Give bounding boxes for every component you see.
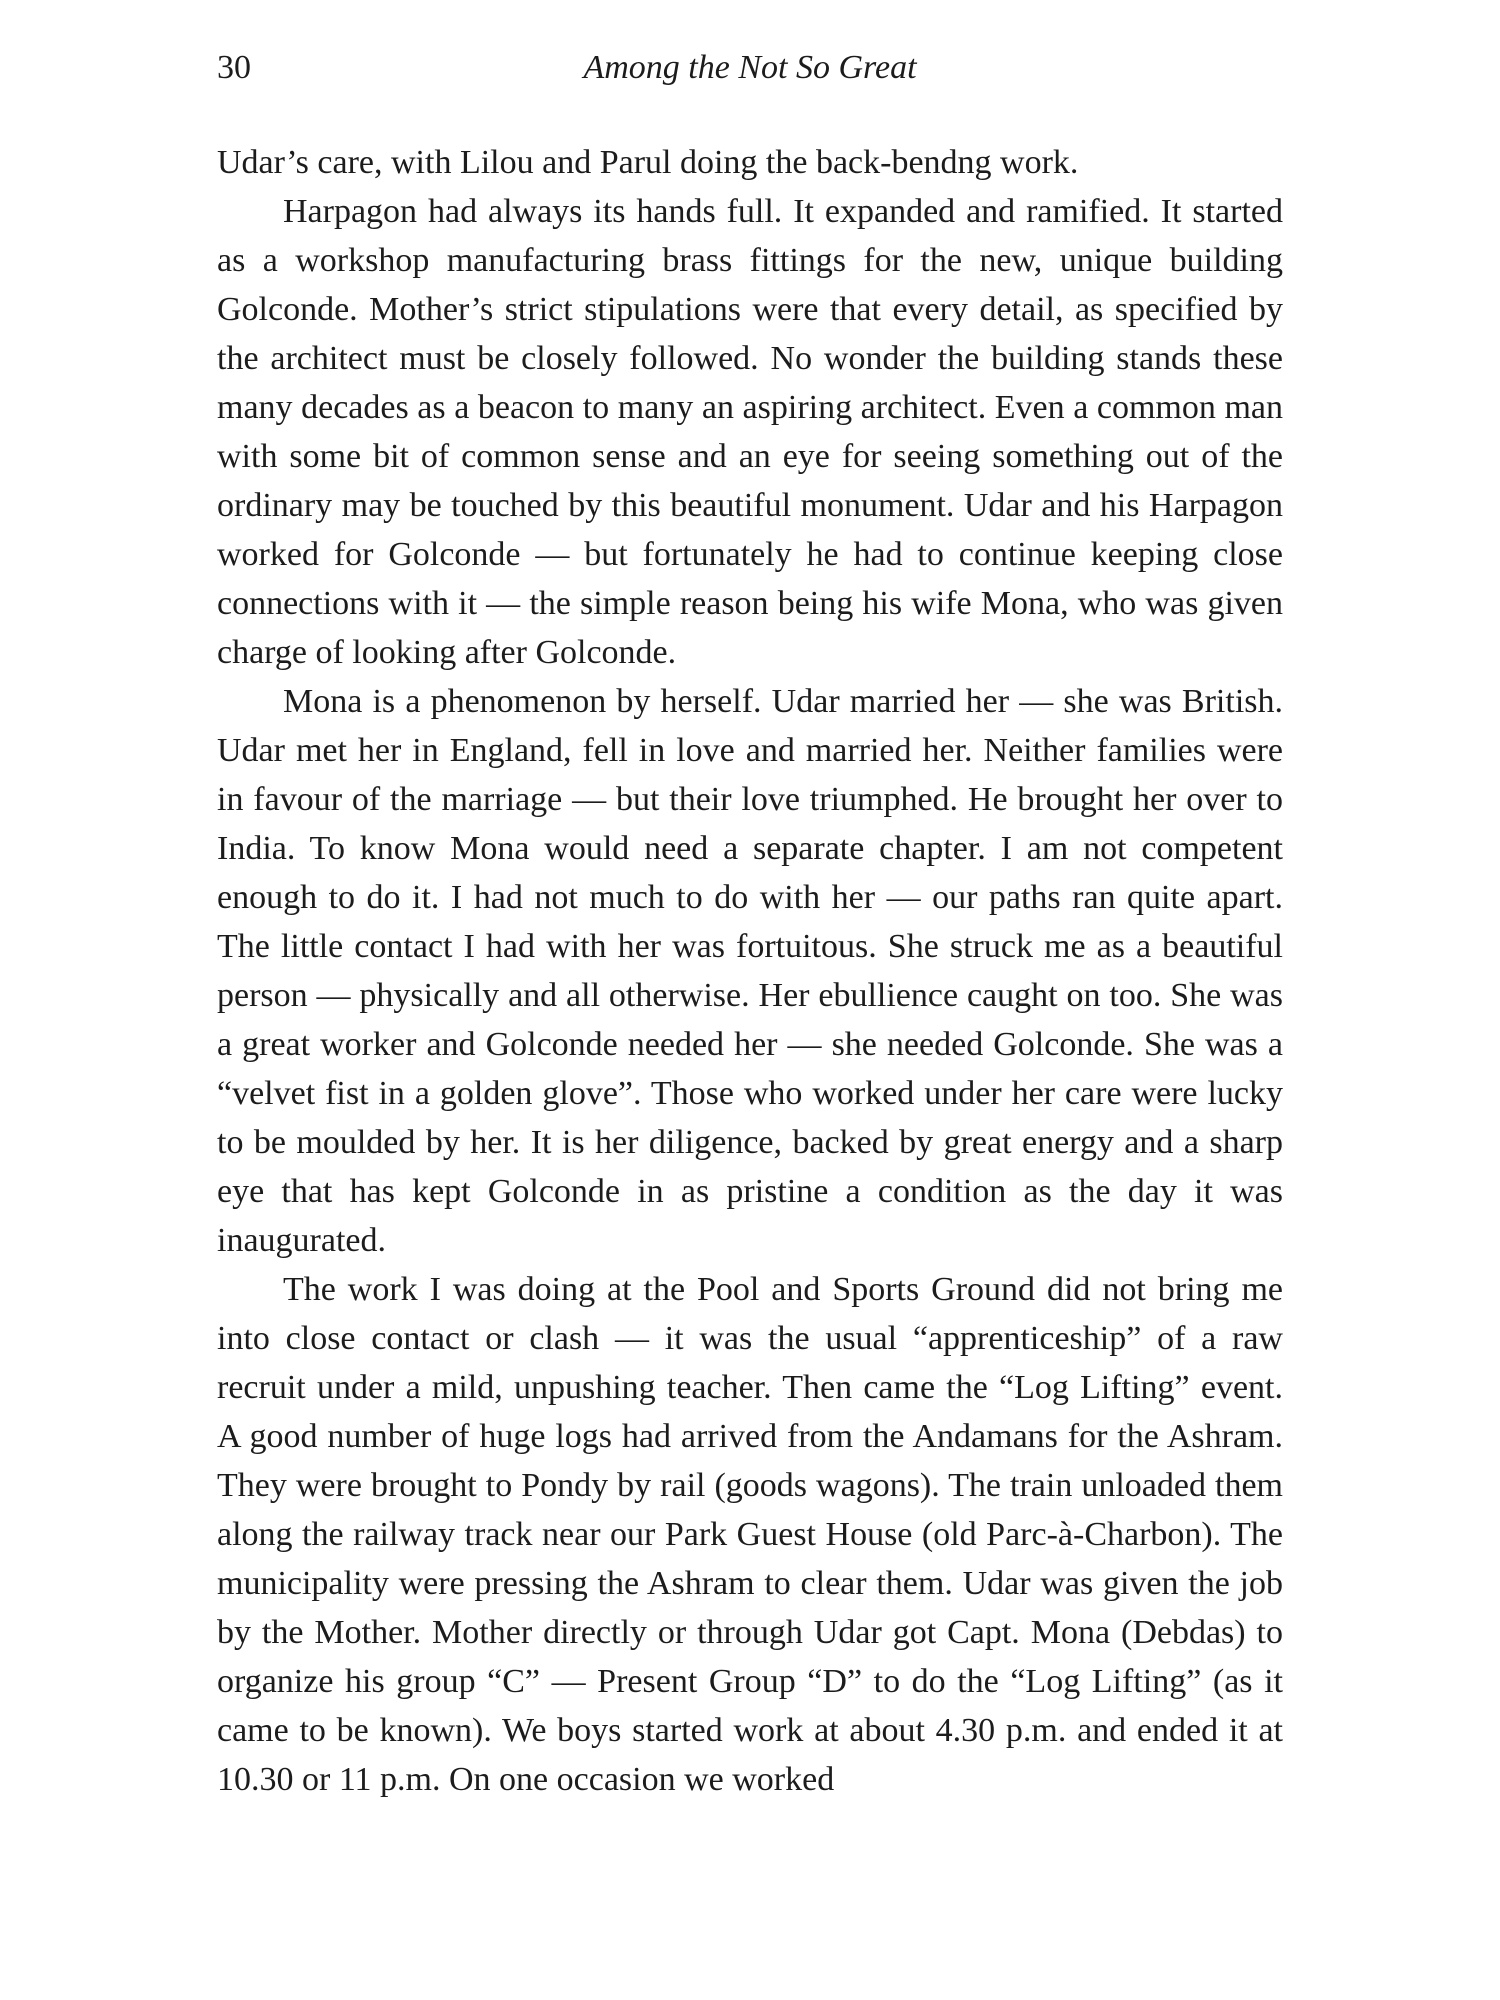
running-title: Among the Not So Great [583, 49, 917, 86]
paragraph-continuation: Udar’s care, with Lilou and Parul doing the back-bendng work. [217, 144, 1079, 181]
page-number: 30 [217, 49, 251, 86]
running-head [217, 44, 1283, 92]
paragraph-log-lifting: The work I was doing at the Pool and Sports Ground did not bring me into close contact or clash — it was the usual “apprenticeship” of a raw recruit under a mild, unpushing teacher. Then came the “Log Lifting” event. A good number of huge logs had arrived from the Andamans for the Ashram. They were brought to Pondy by rail (goods wagons). The train unloaded them along the railway track near our Park Guest House (old Parc-à-Charbon). The municipality were pressing the Ashram to clear them. Udar was given the job by the Mother. Mother directly or through Udar got Capt. Mona (Debdas) to organize his group “C” — Present Group “D” to do the “Log Lifting” (as it came to be known). We boys started work at about 4.30 p.m. and ended it at 10.30 or 11 p.m. On one occasion we worked [217, 1271, 1283, 1798]
body-text [217, 138, 1283, 1804]
paragraph-mona: Mona is a phenomenon by herself. Udar married her — she was British. Udar met her in England, fell in love and married her. Neither families were in favour of the marriage — but their love triumphed. He brought her over to India. To know Mona would need a separate chapter. I am not competent enough to do it. I had not much to do with her — our paths ran quite apart. The little contact I had with her was fortuitous. She struck me as a beautiful person — physically and all otherwise. Her ebullience caught on too. She was a great worker and Golconde needed her — she needed Golconde. She was a “velvet fist in a golden glove”. Those who worked under her care were lucky to be moulded by her. It is her diligence, backed by great energy and a sharp eye that has kept Golconde in as pristine a condition as the day it was inaugurated. [217, 683, 1283, 1259]
paragraph-harpagon: Harpagon had always its hands full. It expanded and ramified. It started as a workshop manufacturing brass fittings for the new, unique building Golconde. Mother’s strict stipulations were that every detail, as specified by the architect must be closely followed. No wonder the building stands these many decades as a beacon to many an aspiring architect. Even a common man with some bit of common sense and an eye for seeing something out of the ordinary may be touched by this beautiful monument. Udar and his Harpagon worked for Golconde — but fortunately he had to continue keeping close connections with it — the simple reason being his wife Mona, who was given charge of looking after Golconde. [217, 193, 1283, 671]
